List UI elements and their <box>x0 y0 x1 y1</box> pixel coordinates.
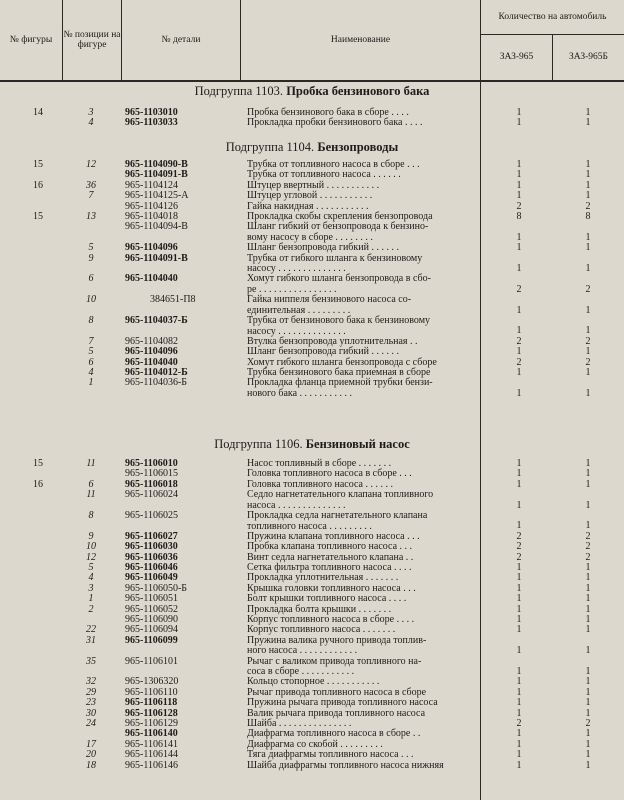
quantity-965: 1 <box>516 231 522 243</box>
figure-number: 14 <box>33 107 43 118</box>
table-row <box>0 274 624 295</box>
position-number: 36 <box>86 179 96 191</box>
quantity-965b: 2 <box>585 356 591 368</box>
part-name-line: Пружина клапана топливного насоса . . . <box>247 530 420 542</box>
quantity-965b: 1 <box>585 107 591 118</box>
part-name-line: единительная . . . . . . . . . <box>247 304 351 316</box>
position-number: 30 <box>86 707 96 719</box>
part-name-line: Диафрагма топливного насоса в сборе . . <box>247 728 421 740</box>
position-number: 23 <box>86 697 96 709</box>
position-number: 5 <box>88 346 94 358</box>
position-number: 10 <box>86 541 96 553</box>
part-number: 965-1104012-Б <box>125 367 188 378</box>
part-name-line: Валик рычага привода топливного насоса <box>247 707 426 719</box>
quantity-965b: 1 <box>585 665 591 677</box>
part-name <box>247 254 477 275</box>
quantity-965: 1 <box>516 593 522 605</box>
quantity-965b: 1 <box>585 242 591 254</box>
quantity-965: 2 <box>516 530 522 542</box>
part-number: 965-1103033 <box>125 117 178 129</box>
part-number: 965-1106036 <box>125 551 178 563</box>
part-name-line: Хомут гибкого шланга бензопровода в сбо- <box>247 273 431 285</box>
part-name <box>247 222 477 243</box>
part-name-line: ного насоса . . . . . . . . . . . . <box>247 645 358 657</box>
figure-number: 15 <box>33 211 43 222</box>
table-row <box>0 490 624 511</box>
quantity-965: 1 <box>516 562 522 573</box>
part-name-line: Сетка фильтра топливного насоса . . . . <box>247 562 412 573</box>
quantity-965: 1 <box>516 117 522 129</box>
table-row <box>0 511 624 532</box>
position-number: 12 <box>86 159 96 170</box>
position-number: 6 <box>88 478 94 490</box>
part-number: 965-1306320 <box>125 676 179 688</box>
quantity-965: 2 <box>516 551 522 563</box>
part-number: 965-1104018 <box>125 211 178 222</box>
part-name-line: Седло нагнетательного клапана топливного <box>247 489 434 501</box>
quantity-965b: 2 <box>585 551 591 563</box>
part-name-line: Рычаг привода топливного насоса в сборе <box>247 686 427 698</box>
part-name-line: Трубка бензинового бака приемная в сборе <box>247 367 431 378</box>
part-number: 965-1104096 <box>125 242 178 254</box>
quantity-965b: 2 <box>585 200 591 212</box>
quantity-965b: 1 <box>585 686 591 698</box>
divider <box>240 0 241 80</box>
quantity-965b: 2 <box>585 335 591 347</box>
position-number: 3 <box>88 107 94 118</box>
part-name <box>247 761 477 772</box>
figure-number: 15 <box>33 458 43 469</box>
part-number: 965-1106110 <box>125 686 178 698</box>
part-number: 965-1104096 <box>125 346 178 358</box>
part-name <box>247 274 477 295</box>
part-number: 965-1106046 <box>125 562 178 573</box>
section-heading <box>0 140 624 155</box>
part-name-line: Прокладка пробки бензинового бака . . . . <box>247 117 423 129</box>
table-header <box>0 0 624 82</box>
quantity-965b: 1 <box>585 697 591 709</box>
position-number: 32 <box>86 676 96 688</box>
part-name <box>247 118 477 129</box>
part-name-line: Трубка от бензинового бака к бензиновому <box>247 315 431 326</box>
part-name <box>247 636 477 657</box>
quantity-965: 1 <box>516 759 522 771</box>
part-number: 965-1106101 <box>125 655 178 667</box>
part-name-line: Гайка ниппеля бензинового насоса со- <box>247 294 412 306</box>
table-row <box>0 378 624 399</box>
part-number: 965-1106010 <box>125 458 178 469</box>
quantity-965: 1 <box>516 665 522 677</box>
quantity-965: 1 <box>516 707 522 719</box>
quantity-965b: 1 <box>585 603 591 615</box>
position-number: 2 <box>88 603 94 615</box>
part-number: 965-1106141 <box>125 738 178 750</box>
divider <box>121 0 122 80</box>
position-number: 20 <box>86 749 96 761</box>
quantity-965: 1 <box>516 624 522 636</box>
part-number: 965-1104125-А <box>125 190 189 202</box>
table-row <box>0 254 624 275</box>
quantity-965b: 1 <box>585 478 591 490</box>
quantity-965: 2 <box>516 718 522 729</box>
part-name-line: Шланг бензопровода гибкий . . . . . . <box>247 346 399 358</box>
table-row <box>0 222 624 243</box>
quantity-965: 2 <box>516 356 522 368</box>
part-name-line: топливного насоса . . . . . . . . . <box>247 520 372 532</box>
part-number: 965-1106051 <box>125 593 178 605</box>
position-number: 22 <box>86 624 96 636</box>
table-row <box>0 118 624 128</box>
quantity-965: 1 <box>516 520 522 532</box>
quantity-965: 8 <box>516 211 522 222</box>
position-number: 10 <box>86 294 96 306</box>
part-number: 965-1104091-В <box>125 169 188 181</box>
position-number: 1 <box>88 593 94 605</box>
position-number: 4 <box>88 572 94 584</box>
quantity-965b: 1 <box>585 159 591 170</box>
part-number: 965-1106140 <box>125 728 178 740</box>
part-number: 965-1106129 <box>125 718 178 729</box>
divider <box>480 34 624 35</box>
part-name <box>247 490 477 511</box>
header-model-965b: ЗАЗ-965Б <box>568 52 608 62</box>
part-name-line: насоса . . . . . . . . . . . . . . <box>247 499 346 511</box>
figure-number: 16 <box>33 179 43 191</box>
position-number: 31 <box>86 634 96 646</box>
quantity-965: 1 <box>516 304 522 316</box>
part-name-line: Трубка от топливного насоса в сборе . . . <box>247 159 420 170</box>
quantity-965b: 1 <box>585 367 591 378</box>
quantity-965b: 1 <box>585 262 591 274</box>
position-number: 4 <box>88 117 94 129</box>
section-title: Бензиновый насос <box>305 437 410 451</box>
section-heading <box>0 437 624 452</box>
position-number: 5 <box>88 562 94 573</box>
quantity-965: 1 <box>516 645 522 657</box>
part-name-line: насосу . . . . . . . . . . . . . . <box>247 325 346 337</box>
part-number: 965-1106049 <box>125 572 178 584</box>
quantity-965b: 1 <box>585 387 591 399</box>
part-name-line: Штуцер ввертный . . . . . . . . . . . <box>247 179 380 191</box>
part-name-line: Рычаг с валиком привода топливного на- <box>247 655 422 667</box>
part-name-line: Прокладка уплотнительная . . . . . . . <box>247 572 399 584</box>
part-name <box>247 511 477 532</box>
part-name-line: вому насосу в сборе . . . . . . . . <box>247 231 373 243</box>
part-number: 965-1106144 <box>125 749 178 761</box>
quantity-965: 2 <box>516 541 522 553</box>
position-number: 7 <box>88 335 94 347</box>
part-number: 965-1106024 <box>125 489 178 501</box>
part-number: 965-1104037-Б <box>125 315 188 326</box>
position-number: 17 <box>86 738 96 750</box>
section-title: Пробка бензинового бака <box>286 84 430 98</box>
quantity-965: 1 <box>516 499 522 511</box>
position-number: 8 <box>88 510 94 521</box>
quantity-965b: 2 <box>585 530 591 542</box>
part-name-line: Головка топливного насоса в сборе . . . <box>247 468 412 480</box>
part-name <box>247 657 477 678</box>
quantity-965b: 1 <box>585 117 591 129</box>
part-name-line: Корпус топливного насоса . . . . . . . <box>247 624 396 636</box>
part-number: 965-1104040 <box>125 273 178 285</box>
quantity-965: 1 <box>516 478 522 490</box>
part-name-line: рe . . . . . . . . . . . . . . . . <box>247 283 337 295</box>
part-number: 965-1104126 <box>125 200 178 212</box>
part-name-line: Пружина валика ручного привода топлив- <box>247 634 427 646</box>
part-name-line: насосу . . . . . . . . . . . . . . <box>247 263 346 275</box>
quantity-965: 1 <box>516 179 522 191</box>
quantity-965b: 1 <box>585 738 591 750</box>
position-number: 13 <box>86 211 96 222</box>
header-position-number: № позиции на фигуре <box>63 30 121 50</box>
quantity-965: 1 <box>516 107 522 118</box>
part-number: 965-1106025 <box>125 510 178 521</box>
part-name-line: Кольцо стопорное . . . . . . . . . . . <box>247 676 380 688</box>
part-number: 965-1106027 <box>125 530 178 542</box>
quantity-965b: 1 <box>585 676 591 688</box>
part-number: 965-1106094 <box>125 624 178 636</box>
part-name <box>247 378 477 399</box>
part-name-line: Тяга диафрагмы топливного насоса . . . <box>247 749 414 761</box>
section-prefix: Подгруппа 1106. <box>214 437 303 451</box>
part-name-line: Болт крышки топливного насоса . . . . <box>247 593 407 605</box>
header-model-965: ЗАЗ-965 <box>499 52 534 62</box>
quantity-965: 1 <box>516 738 522 750</box>
part-name-line: Втулка бензопровода уплотнительная . . <box>247 335 418 347</box>
header-part-number: № детали <box>161 35 201 45</box>
quantity-965: 1 <box>516 190 522 202</box>
part-number: 965-1104090-В <box>125 159 188 170</box>
quantity-965b: 1 <box>585 458 591 469</box>
quantity-965: 2 <box>516 283 522 295</box>
part-name-line: coca в сборе . . . . . . . . . . . <box>247 666 355 678</box>
quantity-965: 1 <box>516 262 522 274</box>
part-number: 965-1106118 <box>125 697 178 709</box>
part-number: 965-1103010 <box>125 107 178 118</box>
position-number: 24 <box>86 718 96 729</box>
part-name-line: Шланг гибкий от бензопровода к бензино- <box>247 221 429 233</box>
table-row <box>0 316 624 337</box>
quantity-965b: 2 <box>585 283 591 295</box>
section-prefix: Подгруппа 1103. <box>194 84 284 98</box>
section-prefix: Подгруппа 1104. <box>225 140 315 154</box>
part-number: 965-1106015 <box>125 468 178 480</box>
table-row <box>0 636 624 657</box>
part-name-line: Головка топливного насоса . . . . . . <box>247 478 393 490</box>
position-number: 6 <box>88 273 94 285</box>
section-title: Бензопроводы <box>317 140 399 154</box>
quantity-965: 1 <box>516 603 522 615</box>
quantity-965b: 1 <box>585 582 591 594</box>
position-number: 29 <box>86 686 96 698</box>
quantity-965: 1 <box>516 728 522 740</box>
position-number: 11 <box>86 489 96 501</box>
position-number: 3 <box>88 582 94 594</box>
quantity-965: 1 <box>516 458 522 469</box>
quantity-965b: 1 <box>585 759 591 771</box>
figure-number: 15 <box>33 159 43 170</box>
part-name-line: Винт седла нагнетательного клапана . . <box>247 551 414 563</box>
part-number: 965-1106050-Б <box>125 582 188 594</box>
table-row <box>0 657 624 678</box>
quantity-965b: 2 <box>585 718 591 729</box>
part-name-line: Шланг бензопровода гибкий . . . . . . <box>247 242 399 254</box>
quantity-965b: 1 <box>585 624 591 636</box>
quantity-965: 1 <box>516 387 522 399</box>
position-number: 4 <box>88 367 94 378</box>
quantity-965b: 1 <box>585 169 591 181</box>
quantity-965b: 1 <box>585 499 591 511</box>
quantity-965b: 8 <box>585 211 591 222</box>
quantity-965: 2 <box>516 200 522 212</box>
quantity-965b: 1 <box>585 593 591 605</box>
part-name-line: Гайка накидная . . . . . . . . . . . <box>247 200 369 212</box>
quantity-965b: 2 <box>585 541 591 553</box>
quantity-965: 1 <box>516 346 522 358</box>
quantity-965b: 1 <box>585 572 591 584</box>
position-number: 11 <box>86 458 96 469</box>
part-number: 965-1106128 <box>125 707 178 719</box>
position-number: 8 <box>88 315 94 326</box>
part-name-line: Насос топливный в сборе . . . . . . . <box>247 458 392 469</box>
part-name <box>247 316 477 337</box>
part-name-line: Корпус топливного насоса в сборе . . . . <box>247 614 415 625</box>
quantity-965: 1 <box>516 614 522 625</box>
divider <box>552 34 553 80</box>
part-name <box>247 295 477 316</box>
table-row <box>0 295 624 316</box>
position-number: 35 <box>86 655 96 667</box>
quantity-965b: 1 <box>585 179 591 191</box>
quantity-965: 1 <box>516 169 522 181</box>
quantity-965b: 1 <box>585 346 591 358</box>
position-number: 9 <box>88 530 94 542</box>
header-quantity: Количество на автомобиль <box>498 12 607 22</box>
position-number: 6 <box>88 356 94 368</box>
quantity-965: 1 <box>516 676 522 688</box>
part-number: 965-1104091-В <box>125 252 188 264</box>
part-name-line: Хомут гибкого шланга бензопровода с сборе <box>247 356 437 368</box>
quantity-965: 1 <box>516 468 522 480</box>
header-name: Наименование <box>330 35 391 45</box>
part-number: 965-1106099 <box>125 634 178 646</box>
part-number: 965-1104082 <box>125 335 178 347</box>
position-number: 7 <box>88 190 94 202</box>
position-number: 1 <box>88 377 94 389</box>
quantity-965b: 1 <box>585 614 591 625</box>
quantity-965: 1 <box>516 572 522 584</box>
quantity-965b: 1 <box>585 231 591 243</box>
quantity-965: 1 <box>516 367 522 378</box>
section-heading <box>0 84 624 99</box>
quantity-965b: 1 <box>585 562 591 573</box>
header-figure-number: № фигуры <box>9 35 53 45</box>
part-number: 965-1106030 <box>125 541 178 553</box>
divider <box>62 0 63 80</box>
part-name-line: Пробка бензинового бака в сборе . . . . <box>247 107 409 118</box>
quantity-965: 1 <box>516 325 522 337</box>
position-number: 18 <box>86 759 96 771</box>
quantity-965: 1 <box>516 582 522 594</box>
part-number: 965-1106090 <box>125 614 178 625</box>
part-name-line: Шайба . . . . . . . . . . . . . . . <box>247 718 352 729</box>
table-row <box>0 761 624 771</box>
part-number: 965-1106018 <box>125 478 178 490</box>
part-name-line: Пробка клапана топливного насоса . . . <box>247 541 413 553</box>
part-name-line: Штуцер угловой . . . . . . . . . . . <box>247 190 373 202</box>
quantity-965b: 1 <box>585 520 591 532</box>
quantity-965: 1 <box>516 242 522 254</box>
quantity-965: 2 <box>516 335 522 347</box>
quantity-965b: 1 <box>585 749 591 761</box>
part-name-line: Пружина рычага привода топливного насоса <box>247 697 438 709</box>
quantity-965b: 1 <box>585 645 591 657</box>
quantity-965: 1 <box>516 749 522 761</box>
part-number: 965-1104040 <box>125 356 178 368</box>
part-number: 965-1104124 <box>125 179 178 191</box>
part-number: 384651-П8 <box>150 294 196 306</box>
quantity-965b: 1 <box>585 707 591 719</box>
quantity-965b: 1 <box>585 304 591 316</box>
part-number: 965-1104094-В <box>125 221 188 233</box>
position-number: 5 <box>88 242 94 254</box>
part-name-line: Прокладка фланца приемной трубки бензи- <box>247 377 433 389</box>
part-name-line: Прокладка скобы скрепления бензопровода <box>247 211 433 222</box>
part-name-line: Крышка головки топливного насоса . . . <box>247 582 416 594</box>
part-number: 965-1106146 <box>125 759 178 771</box>
quantity-965b: 1 <box>585 468 591 480</box>
part-name-line: Прокладка седла нагнетательного клапана <box>247 510 428 521</box>
part-name-line: Трубка от гибкого шланга к бензиновому <box>247 252 423 264</box>
part-name-line: Диафрагма со скобой . . . . . . . . . <box>247 738 383 750</box>
quantity-965: 1 <box>516 686 522 698</box>
part-number: 965-1104036-Б <box>125 377 188 389</box>
position-number: 9 <box>88 252 94 264</box>
figure-number: 16 <box>33 478 43 490</box>
part-name-line: Прокладка болта крышки . . . . . . . <box>247 603 392 615</box>
quantity-965: 1 <box>516 697 522 709</box>
part-number: 965-1106052 <box>125 603 178 615</box>
quantity-965: 1 <box>516 159 522 170</box>
part-name-line: Шайба диафрагмы топливного насоса нижняя <box>247 759 444 771</box>
quantity-965b: 1 <box>585 325 591 337</box>
quantity-965b: 1 <box>585 728 591 740</box>
quantity-965b: 1 <box>585 190 591 202</box>
part-name-line: Трубка от топливного насоса . . . . . . <box>247 169 401 181</box>
position-number: 12 <box>86 551 96 563</box>
part-name-line: нового бака . . . . . . . . . . . <box>247 387 353 399</box>
